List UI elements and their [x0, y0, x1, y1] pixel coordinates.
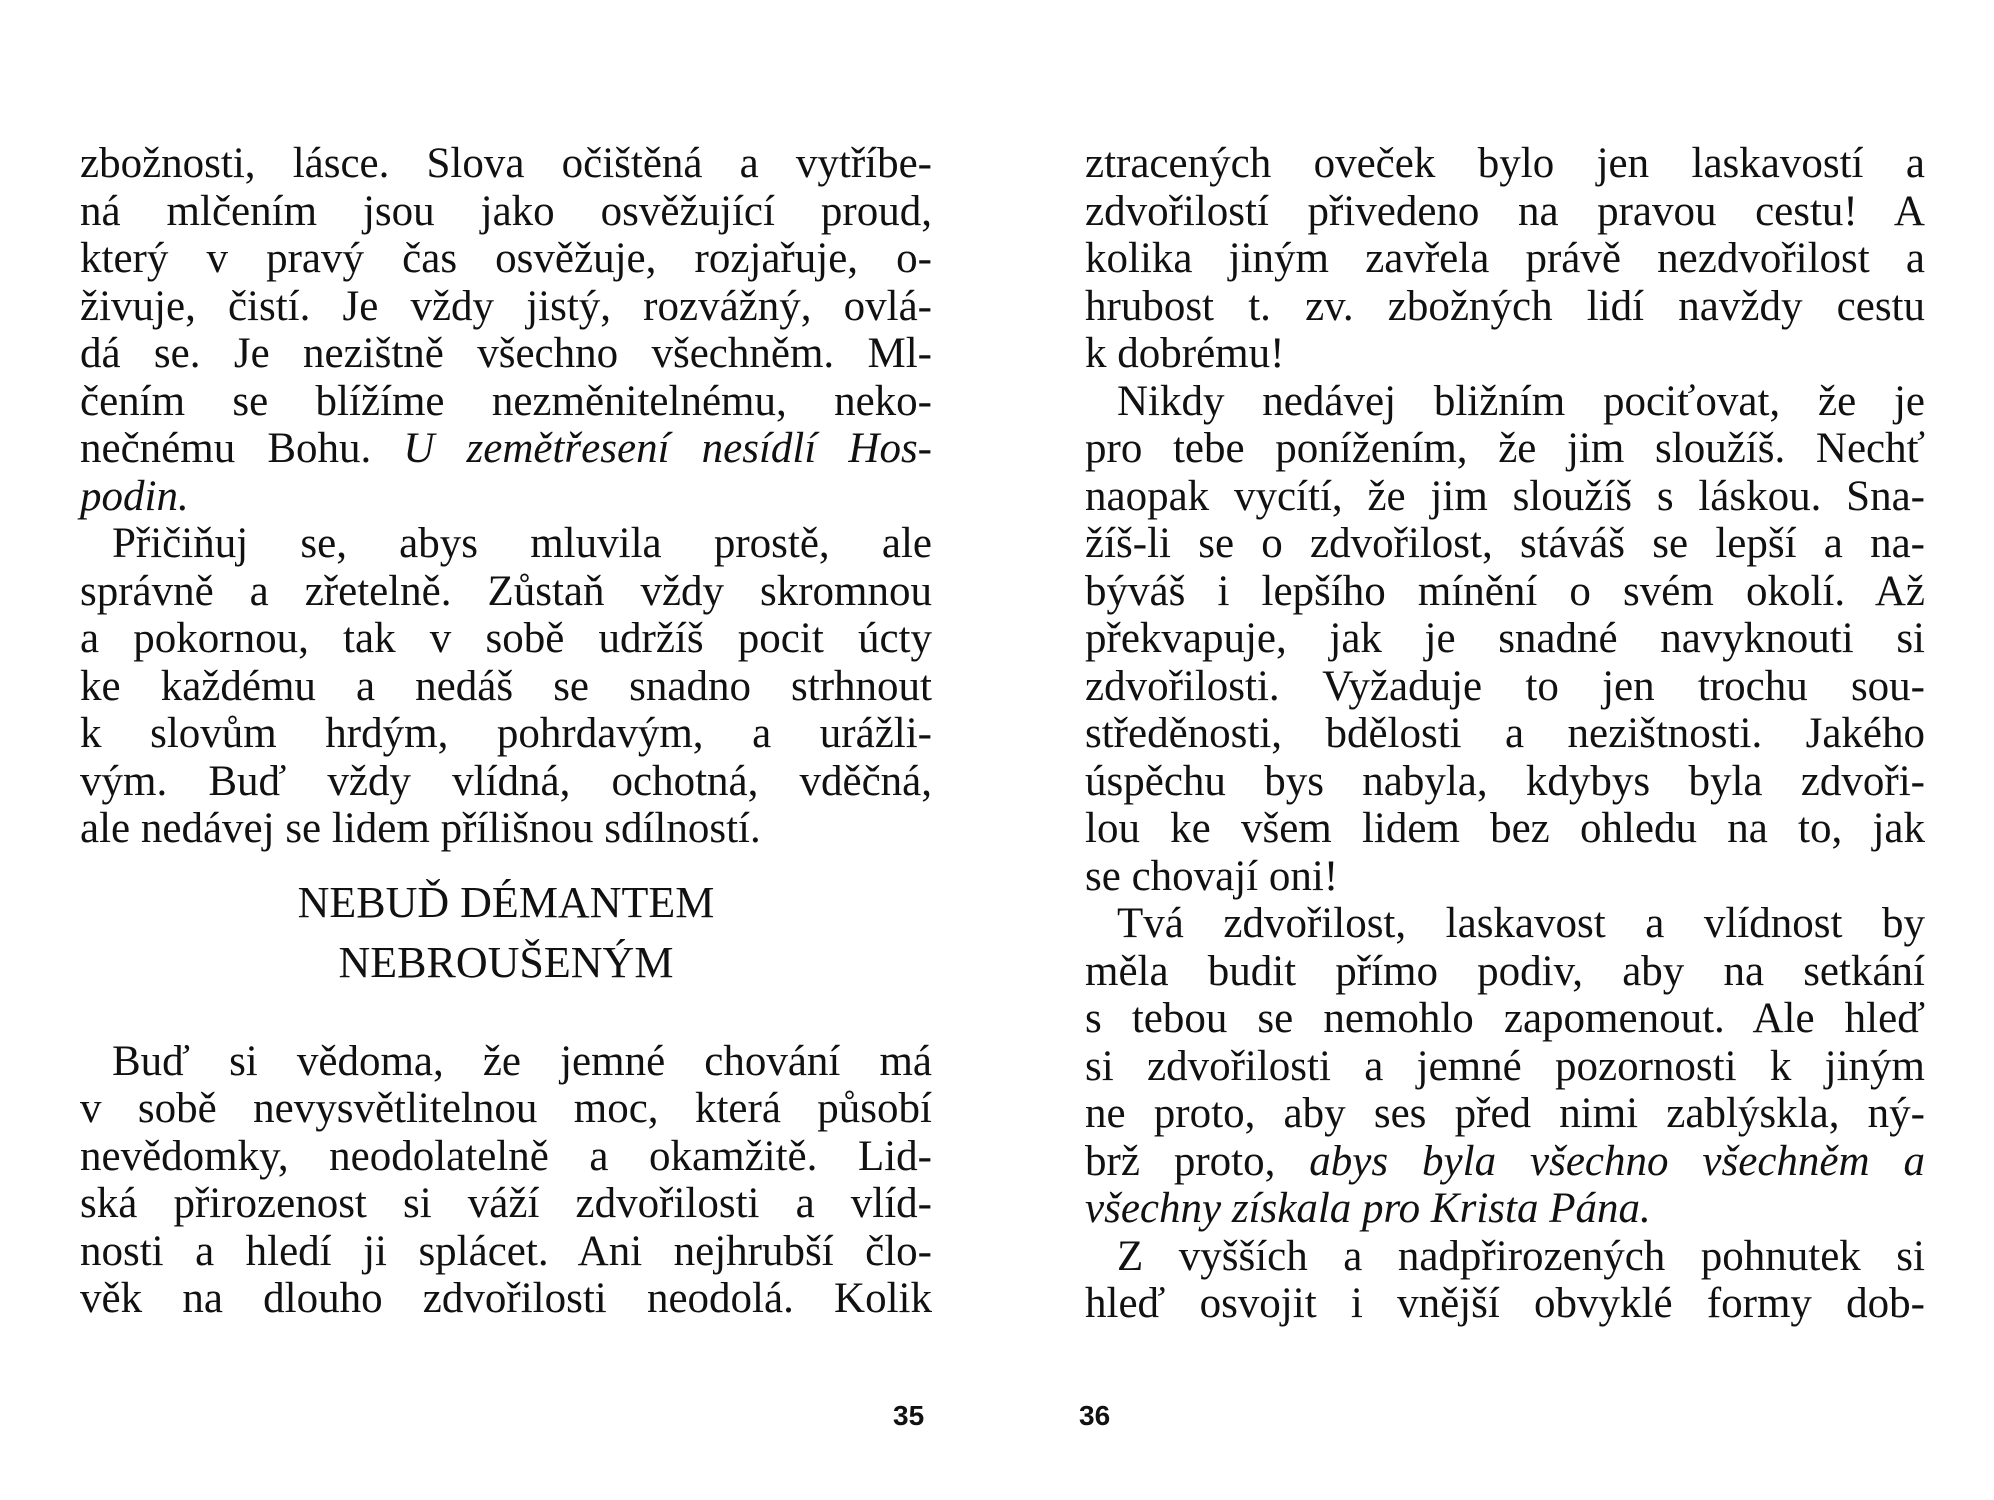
page-number-right: 36 [1079, 1400, 1111, 1431]
text-line-mixed [80, 425, 932, 473]
text-line: vým. Buď vždy vlídná, ochotná, vděčná, [80, 757, 932, 805]
text-line: žíš-li se o zdvořilost, stáváš se lepší a na- [1085, 520, 1925, 567]
text-line: k dobrému! [1085, 330, 1285, 377]
text-line: v sobě nevysvětlitelnou moc, která působí [80, 1085, 932, 1132]
text-line: zdvořilosti. Vyžaduje to jen trochu sou- [1085, 662, 1925, 710]
italic-quote-end: podin. [80, 472, 189, 520]
text-line: nevědomky, neodolatelně a okamžitě. Lid- [80, 1132, 932, 1180]
text-line: správně a zřetelně. Zůstaň vždy skromnou [80, 567, 932, 615]
text-line: ale nedávej se lidem přílišnou sdílností. [80, 805, 761, 852]
text-line: který v pravý čas osvěžuje, rozjařuje, o- [80, 235, 932, 282]
section-heading: NEBUĎ DÉMANTEM [297, 877, 715, 927]
text-line: si zdvořilosti a jemné pozornosti k jiným [1085, 1042, 1925, 1090]
left-page [80, 140, 932, 1323]
text-line: zdvořilostí přivedeno na pravou cestu! A [1085, 187, 1925, 235]
page-number-left: 35 [893, 1400, 925, 1431]
text-line-mixed [1085, 1138, 1925, 1186]
right-page [1085, 140, 1925, 1328]
section-heading: NEBROUŠENÝM [338, 937, 674, 987]
text-line: nosti a hledí ji splácet. Ani nejhrubší člo- [80, 1227, 932, 1275]
text-line: překvapuje, jak je snadné navyknouti si [1085, 615, 1925, 662]
text-line: středěnosti, bdělosti a nezištnosti. Jakého [1085, 710, 1925, 757]
text-line: hleď osvojit i vnější obvyklé formy dob- [1085, 1280, 1925, 1327]
text-line: ne proto, aby ses před nimi zablýskla, ný- [1085, 1090, 1925, 1137]
text-line: býváš i lepšího mínění o svém okolí. Až [1085, 567, 1925, 615]
text-line: k slovům hrdým, pohrdavým, a urážli- [80, 710, 932, 757]
text-line: dá se. Je nezištně všechno všechněm. Ml- [80, 330, 932, 377]
text-line: zbožnosti, lásce. Slova očištěná a vytříbe- [80, 140, 932, 187]
text-line: ská přirozenost si váží zdvořilosti a vlíd- [80, 1180, 932, 1227]
text-line: pro tebe ponížením, že jim sloužíš. Nechť [1085, 425, 1925, 472]
text-line: a pokornou, tak v sobě udržíš pocit úcty [80, 615, 932, 662]
italic-quote: U zemětřesení nesídlí Hos- [403, 425, 932, 472]
text-line: čením se blížíme nezměnitelnému, neko- [80, 377, 932, 425]
text-line: ztracených oveček bylo jen laskavostí a [1085, 140, 1925, 187]
text-line: úspěchu bys nabyla, kdybys byla zdvoři- [1085, 757, 1925, 805]
text-line: věk na dlouho zdvořilosti neodolá. Kolik [80, 1275, 932, 1322]
text-line: Buď si vědoma, že jemné chování má [112, 1037, 932, 1085]
text-line: naopak vycítí, že jim sloužíš s láskou. Sna- [1085, 472, 1925, 520]
text-line: ná mlčením jsou jako osvěžující proud, [80, 187, 932, 235]
text-line: Přičiňuj se, abys mluvila prostě, ale [112, 520, 932, 567]
text-fragment: brž proto, [1085, 1137, 1276, 1185]
text-line: kolika jiným zavřela právě nezdvořilost a [1085, 235, 1925, 282]
italic-quote: abys byla všechno všechněm a [1309, 1137, 1925, 1185]
text-line: hrubost t. zv. zbožných lidí navždy cestu [1085, 282, 1925, 330]
text-line: s tebou se nemohlo zapomenout. Ale hleď [1085, 995, 1925, 1042]
text-line: Tvá zdvořilost, laskavost a vlídnost by [1117, 900, 1925, 947]
text-line: měla budit přímo podiv, aby na setkání [1085, 947, 1925, 995]
text-line: Nikdy nedávej bližním pociťovat, že je [1117, 377, 1925, 425]
text-fragment: nečnému Bohu. [80, 425, 372, 472]
text-line: lou ke všem lidem bez ohledu na to, jak [1085, 805, 1925, 852]
text-line: se chovají oni! [1085, 852, 1339, 900]
text-line: ke každému a nedáš se snadno strhnout [80, 662, 932, 710]
text-line: živuje, čistí. Je vždy jistý, rozvážný, ovlá- [80, 282, 932, 330]
text-line: Z vyšších a nadpřirozených pohnutek si [1117, 1232, 1925, 1280]
italic-quote-end: všechny získala pro Krista Pána. [1085, 1185, 1651, 1232]
